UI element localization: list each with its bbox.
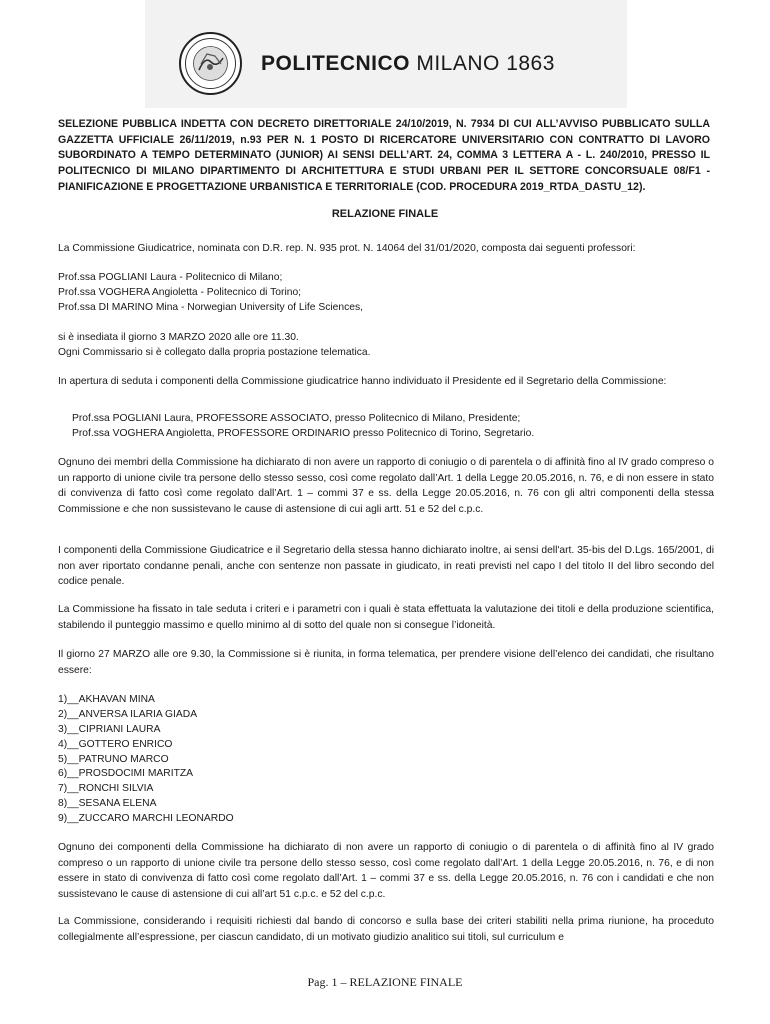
section-heading: RELAZIONE FINALE xyxy=(331,208,439,220)
member-line: Prof.ssa POGLIANI Laura - Politecnico di Milano; xyxy=(58,272,283,283)
document-title: SELEZIONE PUBBLICA INDETTA CON DECRETO DIRETTORIALE 24/10/2019, N. 7934 DI CUI ALL’AVVISO PUBBLICATO SULLA GAZZETTA UFFICIALE 26/11/2019, n.93 PER N. 1 POSTO DI RICERCATORE UNIVERSITARIO CON CONTRATTO DI LAVORO SUBORDINATO A TEMPO DETERMINATO (JUNIOR) AI SENSI DELL’ART. 24, COMMA 3 LETTERA A - L. 240/2010, PRESSO IL POLITECNICO DI MILANO DIPARTIMENTO DI ARCHITETTURA E STUDI URBANI PER IL SETTORE CONCORSUALE 08/F1 - PIANIFICAZIONE E PROGETTAZIONE URBANISTICA E TERRITORIALE (COD. PROCEDURA 2019_RTDA_DASTU_12). xyxy=(58,118,710,193)
session-line: si è insediata il giorno 3 MARZO 2020 alle ore 11.30. xyxy=(58,332,299,343)
candidate-item: 6)__PROSDOCIMI MARITZA xyxy=(58,768,194,779)
page-footer: Pag. 1 – RELAZIONE FINALE xyxy=(307,975,463,989)
candidate-item: 1)__AKHAVAN MINA xyxy=(58,694,155,705)
criteria-paragraph: La Commissione ha fissato in tale seduta i criteri e i parametri con i quali è stata effettuata la valutazione dei titoli e della produzione scientifica, stabilendo il punteggio massimo e quello minimo al di sotto del quale non si consegue l’idoneità. xyxy=(58,604,714,631)
conflict-paragraph: Ognuno dei membri della Commissione ha dichiarato di non avere un rapporto di coniugio o di parentela o di affinità fino al IV grado compreso o un rapporto di unione civile tra persone dello stesso sesso, così come regolato dall’Art. 1 della Legge 20.05.2016, n. 76, e di non essere in stato di convivenza di fatto così come regolato dall’Art. 1 – commi 37 e ss. della Legge 20.05.2016, n. 76 con gli altri componenti della stessa Commissione e che non sussistevano le cause di astensione di cui agli artt. 51 e 52 del c.p.c. xyxy=(58,457,714,515)
university-seal-icon xyxy=(179,32,242,95)
declaration-paragraph: I componenti della Commissione Giudicatrice e il Segretario della stessa hanno dichiarato inoltre, ai sensi dell'art. 35-bis del D.Lgs. 165/2001, di non aver riportato condanne penali, anche con sentenze non passate in giudicato, in reati previsti nel capo I del titolo II del libro secondo del codice penale. xyxy=(58,545,714,587)
candidate-item: 3)__CIPRIANI LAURA xyxy=(58,724,161,735)
member-line: Prof.ssa DI MARINO Mina - Norwegian University of Life Sciences, xyxy=(58,302,364,313)
candidate-conflict-paragraph: Ognuno dei componenti della Commissione ha dichiarato di non avere un rapporto di coniugio o di parentela o di affinità fino al IV grado compreso o un rapporto di unione civile tra persone dello stesso sesso, così come regolato dall’Art. 1 della Legge 20.05.2016, n. 76, e di non essere in stato di convivenza di fatto così come regolato dall’Art. 1 – commi 37 e ss. della Legge 20.05.2016, n. 76 con i candidati e che non sussistevano le cause di astensione di cui all’art 51 c.p.c. e 52 del c.p.c. xyxy=(58,842,714,900)
member-line: Prof.ssa VOGHERA Angioletta - Politecnico di Torino; xyxy=(58,287,302,298)
officer-line: Prof.ssa VOGHERA Angioletta, PROFESSORE ORDINARIO presso Politecnico di Torino, Segretario. xyxy=(72,428,535,439)
officer-line: Prof.ssa POGLIANI Laura, PROFESSORE ASSOCIATO, presso Politecnico di Milano, Presidente; xyxy=(72,413,521,424)
candidate-item: 4)__GOTTERO ENRICO xyxy=(58,739,173,750)
candidate-item: 2)__ANVERSA ILARIA GIADA xyxy=(58,709,198,720)
session-line: Ogni Commissario si è collegato dalla propria postazione telematica. xyxy=(58,347,371,358)
candidate-item: 8)__SESANA ELENA xyxy=(58,798,157,809)
intro-paragraph: La Commissione Giudicatrice, nominata con D.R. rep. N. 935 prot. N. 14064 del 31/01/2020, composta dai seguenti professori: xyxy=(58,243,636,254)
candidate-item: 9)__ZUCCARO MARCHI LEONARDO xyxy=(58,813,234,824)
meeting-paragraph: Il giorno 27 MARZO alle ore 9.30, la Commissione si è riunita, in forma telematica, per prendere visione dell’elenco dei candidati, che risultano essere: xyxy=(58,649,714,676)
opening-paragraph: In apertura di seduta i componenti della Commissione giudicatrice hanno individuato il Presidente ed il Segretario della Commissione: xyxy=(58,376,667,387)
candidate-item: 5)__PATRUNO MARCO xyxy=(58,754,169,765)
evaluation-paragraph: La Commissione, considerando i requisiti richiesti dal bando di concorso e sulla base dei criteri stabiliti nella prima riunione, ha proceduto collegialmente all’espressione, per ciascun candidato, di un motivato giudizio analitico sui titoli, sul curriculum e xyxy=(58,916,714,943)
university-wordmark: POLITECNICO MILANO 1863 xyxy=(261,52,555,75)
candidate-item: 7)__RONCHI SILVIA xyxy=(58,783,154,794)
